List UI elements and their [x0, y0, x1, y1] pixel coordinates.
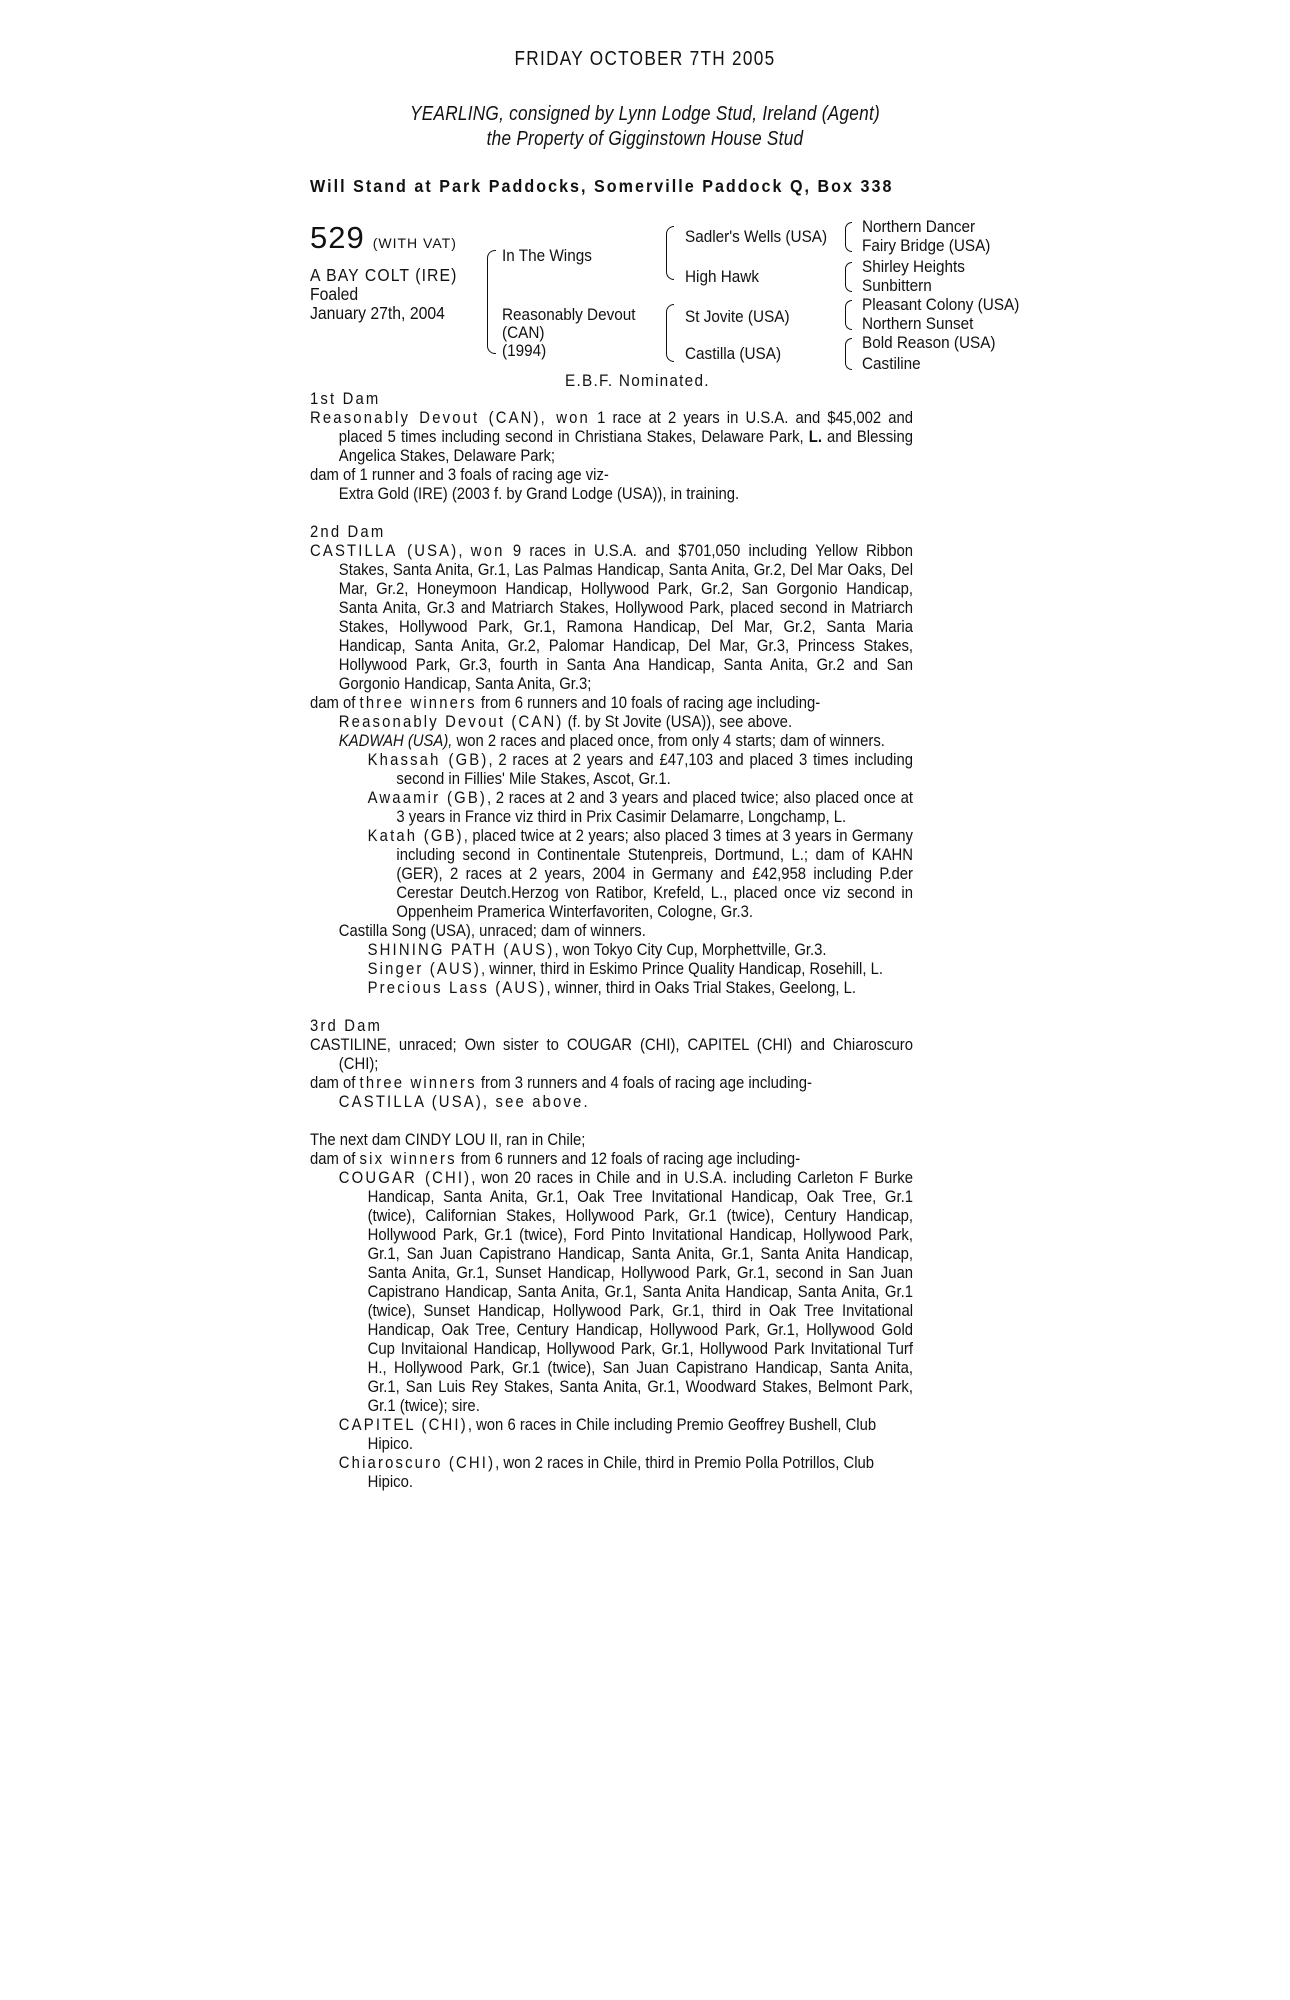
- second-dam-record: CASTILLA (USA), won 9 races in U.S.A. and $701,050 including Yellow Ribbon Stakes, Santa Anita, Gr.1, Las Palmas Handicap, Santa Anita, Gr.2, Del Mar Oaks, Del Mar, Gr.2, Honeymoon Handicap, Hollywood Park, Gr.2, San Gorgonio Handicap, Santa Anita, Gr.3 and Matriarch Stakes, Hollywood Park, placed second in Matriarch Stakes, Hollywood Park, Gr.1, Ramona Handicap, Del Mar, Gr.2, Santa Maria Handicap, Santa Anita, Gr.2, Palomar Handicap, Del Mar, Gr.3, Princess Stakes, Hollywood Park, Gr.3, fourth in Santa Ana Handicap, Santa Anita, Gr.2 and San Gorgonio Handicap, Santa Anita, Gr.3;: [310, 542, 913, 693]
- third-dam-produce: [310, 1074, 913, 1093]
- foaled-date: January 27th, 2004: [310, 303, 445, 323]
- produce-pre: dam of: [310, 1074, 360, 1092]
- produce-winners: three winners: [359, 1074, 477, 1092]
- grand-produce-text: , winner, third in Oaks Trial Stakes, Geelong, L.: [546, 979, 856, 997]
- produce-winners: six winners: [359, 1150, 457, 1168]
- sale-date: FRIDAY OCTOBER 7TH 2005: [514, 48, 776, 70]
- pedigree-sds: Shirley Heights: [862, 257, 965, 276]
- pedigree-brace-2: [666, 226, 674, 280]
- second-dam-won: won: [470, 542, 505, 560]
- produce-item-name: Chiaroscuro (CHI): [338, 1454, 496, 1472]
- produce-item: [310, 1454, 913, 1492]
- property-line: the Property of Gigginstown House Stud: [486, 128, 804, 150]
- produce-item: [310, 1169, 913, 1416]
- grand-produce-text: , 2 races at 2 and 3 years and placed twice; also placed once at 3 years in France viz third in Prix Casimir Delamarre, Longchamp, L.: [396, 789, 913, 826]
- third-dam-record: CASTILINE, unraced; Own sister to COUGAR (CHI), CAPITEL (CHI) and Chiaroscuro (CHI);: [310, 1036, 913, 1073]
- grand-produce-name: Katah (GB): [367, 827, 464, 845]
- next-dam-line: The next dam CINDY LOU II, ran in Chile;: [310, 1131, 586, 1149]
- foaled-label: Foaled: [310, 284, 359, 304]
- produce-item: CASTILLA (USA), see above.: [338, 1093, 590, 1111]
- produce-winners: three winners: [359, 694, 477, 712]
- pedigree-ssd: Fairy Bridge (USA): [862, 236, 991, 255]
- grand-produce-item: [310, 979, 913, 998]
- third-dam-heading: 3rd Dam: [310, 1017, 383, 1035]
- pedigree-brace-5: [845, 262, 852, 292]
- grand-produce-text: , winner, third in Eskimo Prince Quality Handicap, Rosehill, L.: [481, 960, 883, 978]
- second-dam-produce: [310, 694, 913, 713]
- first-dam-won: , won: [540, 409, 590, 427]
- first-dam-record-text2: and Blessing Angelica Stakes, Delaware Park;: [338, 428, 913, 465]
- produce-pre: dam of: [310, 1150, 360, 1168]
- first-dam-foal: Extra Gold (IRE) (2003 f. by Grand Lodge (USA)), in training.: [338, 485, 740, 503]
- grand-produce-name: Precious Lass (AUS): [367, 979, 547, 997]
- horse-details: [310, 266, 457, 323]
- catalogue-body: [310, 390, 913, 1492]
- grand-produce-name: Khassah (GB): [367, 751, 489, 769]
- pedigree-sss: Northern Dancer: [862, 217, 976, 236]
- first-dam-name: Reasonably Devout (CAN): [310, 409, 541, 427]
- grand-produce-name: Singer (AUS): [367, 960, 481, 978]
- pedigree-brace-6: [845, 300, 852, 330]
- second-dam-record-text: 9 races in U.S.A. and $701,050 including Yellow Ribbon Stakes, Santa Anita, Gr.1, Las Palmas Handicap, Santa Anita, Gr.2, Del Mar Oaks, Del Mar, Gr.2, Honeymoon Handicap, Hollywood Park, Gr.2, San Gorgonio Handicap, Santa Anita, Gr.3 and Matriarch Stakes, Hollywood Park, placed second in Matriarch Stakes, Hollywood Park, Gr.1, Ramona Handicap, Del Mar, Gr.2, Santa Maria Handicap, Santa Anita, Gr.2, Palomar Handicap, Del Mar, Gr.3, Princess Stakes, Hollywood Park, Gr.3, fourth in Santa Ana Handicap, Santa Anita, Gr.2 and San Gorgonio Handicap, Santa Anita, Gr.3;: [338, 542, 913, 693]
- produce-item-text: , won 2 races in Chile, third in Premio Polla Potrillos, Club Hipico.: [367, 1454, 875, 1491]
- pedigree-sire-dam: High Hawk: [685, 267, 759, 286]
- produce-item: [310, 732, 913, 751]
- pedigree-brace-3: [666, 304, 674, 362]
- grand-produce-item: [310, 827, 913, 922]
- grand-produce-item: [310, 789, 913, 827]
- horse-name: A BAY COLT (IRE): [310, 265, 458, 285]
- pedigree-dam-sire: St Jovite (USA): [685, 307, 790, 326]
- vat-note: (WITH VAT): [372, 235, 457, 251]
- pedigree-sire: In The Wings: [502, 246, 592, 265]
- grand-produce-item: [310, 751, 913, 789]
- produce-item-text: (f. by St Jovite (USA)), see above.: [563, 713, 793, 731]
- pedigree-dam-line2: (CAN): [502, 323, 545, 342]
- produce-post: from 6 runners and 10 foals of racing age including-: [476, 694, 821, 712]
- pedigree-dam-line1: Reasonably Devout: [502, 305, 636, 324]
- first-dam-record-text: 1 race at 2 years in U.S.A. and $45,002 and placed 5 times including second in Christiana Stakes, Delaware Park,: [338, 409, 913, 446]
- produce-item-text: , won 6 races in Chile including Premio Geoffrey Bushell, Club Hipico.: [367, 1416, 877, 1453]
- stand-location: Will Stand at Park Paddocks, Somerville Paddock Q, Box 338: [310, 176, 894, 196]
- produce-pre: dam of: [310, 694, 360, 712]
- ebf-nomination: E.B.F. Nominated.: [565, 371, 710, 390]
- produce-item-text: , won 20 races in Chile and in U.S.A. including Carleton F Burke Handicap, Santa Anita, Gr.1, Oak Tree Invitational Handicap, Oak Tree, Gr.1 (twice), Californian Stakes, Hollywood Park, Gr.1 (twice), Century Handicap, Hollywood Park, Gr.1 (twice), Ford Pinto Invitational Handicap, Hollywood Park, Gr.1, San Juan Capistrano Handicap, Santa Anita, Gr.1, Santa Anita Handicap, Santa Anita, Gr.1, Sunset Handicap, Hollywood Park, Gr.1, second in San Juan Capistrano Handicap, Santa Anita, Gr.1, Santa Anita Handicap, Santa Anita, Gr.1 (twice), Sunset Handicap, Hollywood Park, Gr.1, third in Oak Tree Invitational Handicap, Oak Tree, Century Handicap, Hollywood Park, Gr.1, Hollywood Gold Cup Invitaional Handicap, Hollywood Park, Gr.1, Hollywood Park Invitational Turf H., Hollywood Park, Gr.1 (twice), San Juan Capistrano Handicap, Santa Anita, Gr.1, San Luis Rey Stakes, Santa Anita, Gr.1, Woodward Stakes, Belmont Park, Gr.1 (twice); sire.: [367, 1169, 914, 1415]
- grand-produce-item: [310, 941, 913, 960]
- grand-produce-item: [310, 960, 913, 979]
- pedigree-sire-sire: Sadler's Wells (USA): [685, 227, 828, 246]
- lot-number: 529: [310, 220, 365, 255]
- produce-item-text: won 2 races and placed once, from only 4 starts; dam of winners.: [452, 732, 885, 750]
- pedigree-ddd: Castiline: [862, 354, 921, 373]
- first-dam-record: [310, 409, 913, 466]
- produce-post: from 3 runners and 4 foals of racing age including-: [476, 1074, 812, 1092]
- next-dam-produce: [310, 1150, 913, 1169]
- second-dam-heading: 2nd Dam: [310, 523, 386, 541]
- produce-item-name: CAPITEL (CHI): [338, 1416, 468, 1434]
- pedigree-brace-1: [487, 250, 496, 354]
- lot-header: [310, 220, 457, 256]
- grand-produce-text: , won Tokyo City Cup, Morphettville, Gr.3.: [554, 941, 827, 959]
- pedigree-sdd: Sunbittern: [862, 276, 932, 295]
- produce-item-name: Reasonably Devout (CAN): [338, 713, 564, 731]
- pedigree-dam-dam: Castilla (USA): [685, 344, 782, 363]
- pedigree-dds: Bold Reason (USA): [862, 333, 996, 352]
- produce-item-name: KADWAH (USA),: [338, 732, 453, 750]
- produce-item: Castilla Song (USA), unraced; dam of winners.: [338, 922, 646, 940]
- pedigree-dss: Pleasant Colony (USA): [862, 295, 1020, 314]
- pedigree-dsd: Northern Sunset: [862, 314, 974, 333]
- first-dam-listed: L.: [808, 428, 822, 446]
- grand-produce-name: Awaamir (GB): [367, 789, 488, 807]
- first-dam-produce: dam of 1 runner and 3 foals of racing age viz-: [310, 466, 609, 484]
- second-dam-name: CASTILLA (USA): [310, 542, 459, 560]
- pedigree-brace-4: [845, 222, 852, 252]
- first-dam-heading: 1st Dam: [310, 390, 381, 408]
- grand-produce-name: SHINING PATH (AUS): [367, 941, 555, 959]
- pedigree-brace-7: [845, 338, 852, 370]
- grand-produce-text: , placed twice at 2 years; also placed 3 times at 3 years in Germany including second in Continentale Stutenpreis, Dortmund, L.; dam of KAHN (GER), 2 races at 2 years, 2004 in Germany and £42,958 including P.der Cerestar Deutch.Herzog von Ratibor, Krefeld, L., placed once viz second in Oppenheim Pramerica Winterfavoriten, Cologne, Gr.3.: [396, 827, 913, 921]
- produce-item: [310, 1416, 913, 1454]
- produce-item-name: COUGAR (CHI): [338, 1169, 472, 1187]
- consignment-info: [90, 102, 1199, 152]
- grand-produce-text: , 2 races at 2 years and £47,103 and placed 3 times including second in Fillies' Mile Stakes, Ascot, Gr.1.: [396, 751, 913, 788]
- pedigree-dam-line3: (1994): [502, 341, 547, 360]
- consignor-line: YEARLING, consigned by Lynn Lodge Stud, Ireland (Agent): [410, 103, 880, 125]
- produce-post: from 6 runners and 12 foals of racing age including-: [456, 1150, 801, 1168]
- produce-item: [310, 713, 913, 732]
